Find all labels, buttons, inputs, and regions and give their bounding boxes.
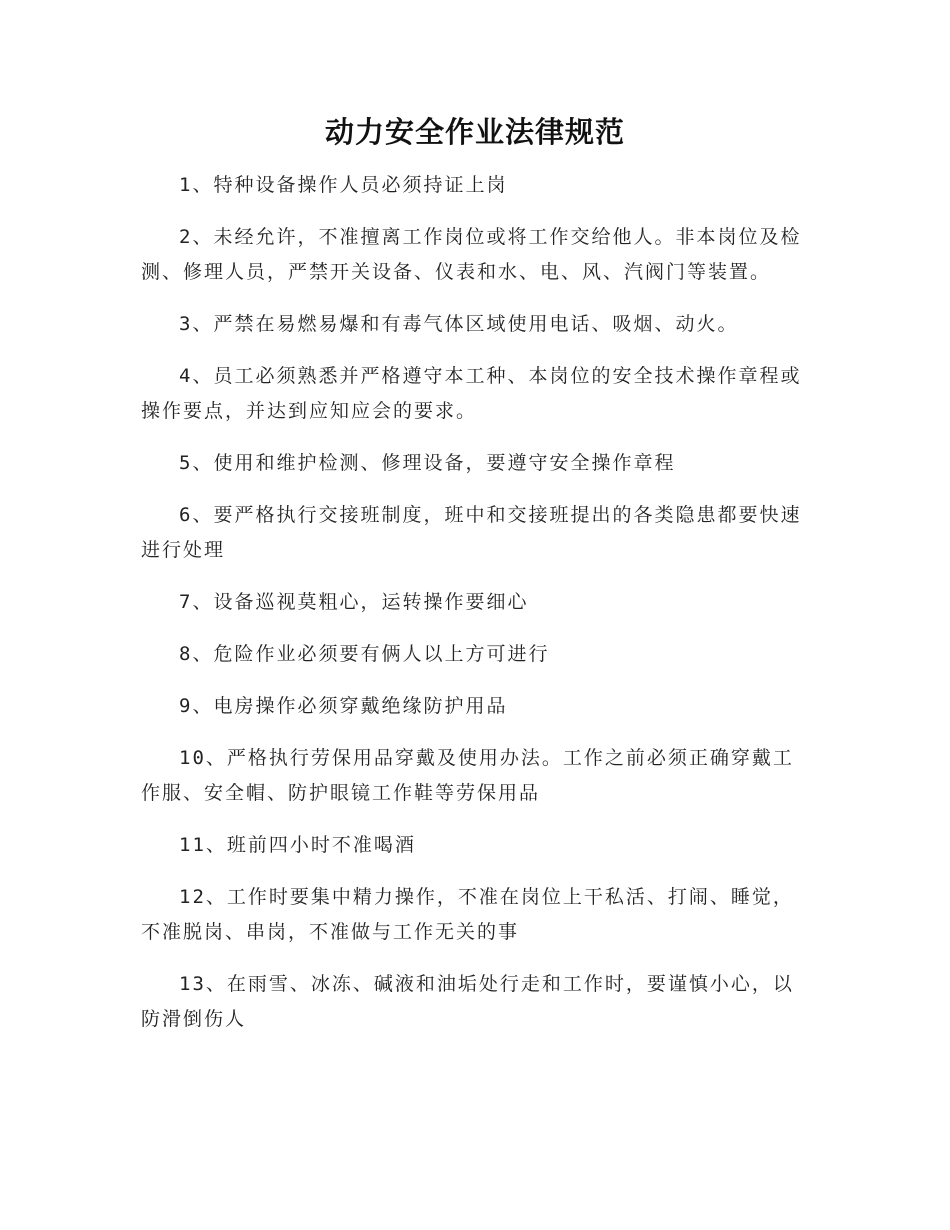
rule-item-4: 4、员工必须熟悉并严格遵守本工种、本岗位的安全技术操作章程或操作要点，并达到应知应会的要求。 <box>141 365 802 422</box>
rule-item-5: 5、使用和维护检测、修理设备，要遵守安全操作章程 <box>179 452 676 474</box>
rule-item-3: 3、严禁在易燃易爆和有毒气体区域使用电话、吸烟、动火。 <box>179 313 739 335</box>
rule-item-10: 10、严格执行劳保用品穿戴及使用办法。工作之前必须正确穿戴工作服、安全帽、防护眼镜工作鞋等劳保用品 <box>141 747 794 804</box>
rule-item-6: 6、要严格执行交接班制度，班中和交接班提出的各类隐患都要快速进行处理 <box>141 504 802 561</box>
rule-item-9: 9、电房操作必须穿戴绝缘防护用品 <box>179 695 508 717</box>
rule-item-2: 2、未经允许，不准擅离工作岗位或将工作交给他人。非本岗位及检测、修理人员，严禁开关设备、仪表和水、电、风、汽阀门等装置。 <box>141 226 802 283</box>
rule-item-7: 7、设备巡视莫粗心，运转操作要细心 <box>179 591 529 613</box>
rule-item-12: 12、工作时要集中精力操作，不准在岗位上干私活、打闹、睡觉，不准脱岗、串岗，不准做与工作无关的事 <box>141 886 794 943</box>
rule-item-8: 8、危险作业必须要有俩人以上方可进行 <box>179 643 550 665</box>
rule-item-13: 13、在雨雪、冰冻、碱液和油垢处行走和工作时，要谨慎小心，以防滑倒伤人 <box>141 973 794 1030</box>
rule-item-11: 11、班前四小时不准喝酒 <box>179 834 416 856</box>
rules-list <box>141 168 809 1054</box>
rule-item-1: 1、特种设备操作人员必须持证上岗 <box>179 174 508 196</box>
document-title: 动力安全作业法律规范 <box>324 115 625 149</box>
